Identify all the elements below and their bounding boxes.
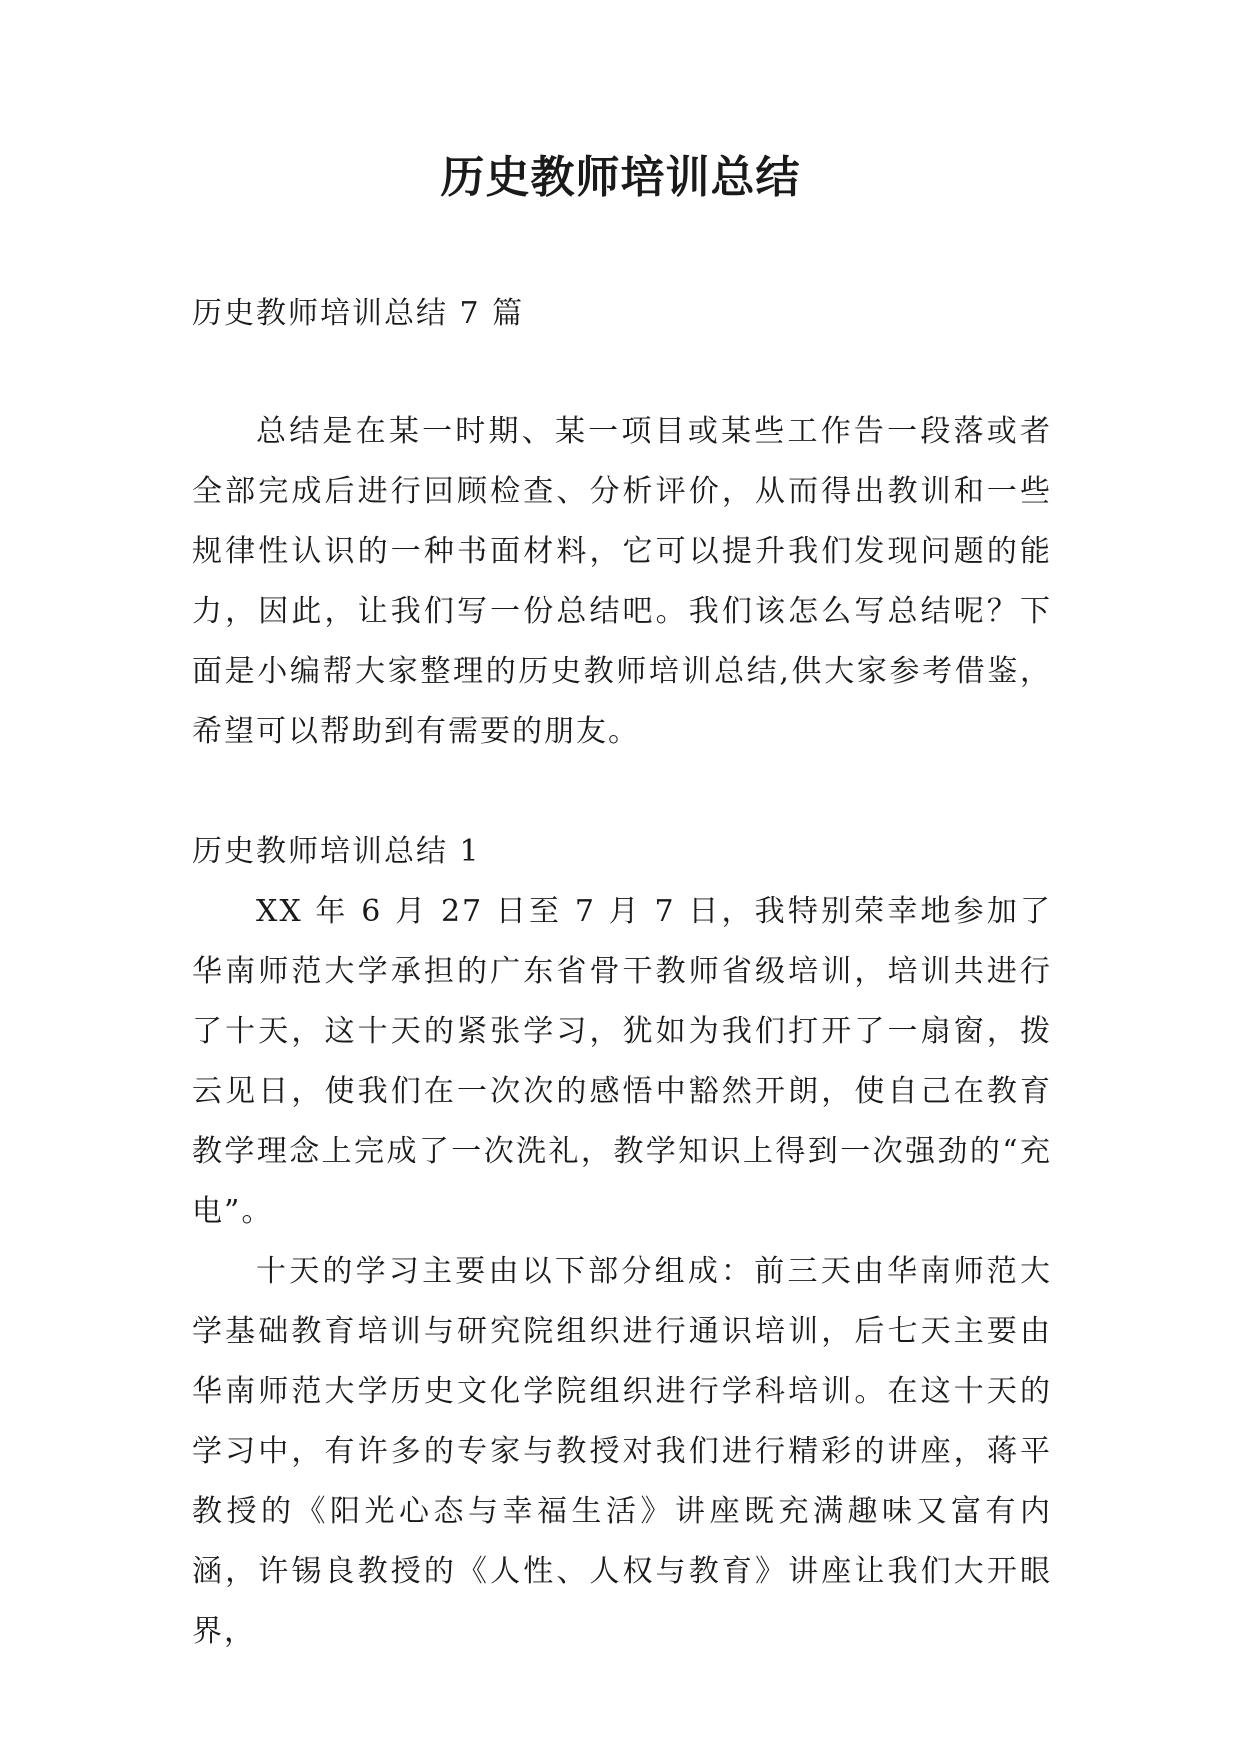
body-paragraph: 十天的学习主要由以下部分组成：前三天由华南师范大学基础教育培训与研究院组织进行通识培训，后七天主要由华南师范大学历史文化学院组织进行学科培训。在这十天的学习中，有许多的专家与教授对我们进行精彩的讲座，蒋平教授的《阳光心态与幸福生活》讲座既充满趣味又富有内涵，许锡良教授的《人性、人权与教育》讲座让我们大开眼界， xyxy=(192,1254,1052,1649)
body-paragraph: XX 年 6 月 27 日至 7 月 7 日，我特别荣幸地参加了华南师范大学承担的广东省骨干教师省级培训，培训共进行了十天，这十天的紧张学习，犹如为我们打开了一扇窗，拨云见日，使我们在一次次的感悟中豁然开朗，使自己在教育教学理念上完成了一次洗礼，教学知识上得到一次强劲的“充电”。 xyxy=(192,894,1052,1229)
document-body xyxy=(192,284,1052,1662)
document-subtitle: 历史教师培训总结 7 篇 xyxy=(192,296,525,331)
intro-paragraph: 总结是在某一时期、某一项目或某些工作告一段落或者全部完成后进行回顾检查、分析评价，从而得出教训和一些规律性认识的一种书面材料，它可以提升我们发现问题的能力，因此，让我们写一份总结吧。我们该怎么写总结呢？下面是小编帮大家整理的历史教师培训总结,供大家参考借鉴，希望可以帮助到有需要的朋友。 xyxy=(192,414,1052,749)
document-title: 历史教师培训总结 xyxy=(440,152,801,203)
section-heading: 历史教师培训总结 1 xyxy=(192,834,481,869)
